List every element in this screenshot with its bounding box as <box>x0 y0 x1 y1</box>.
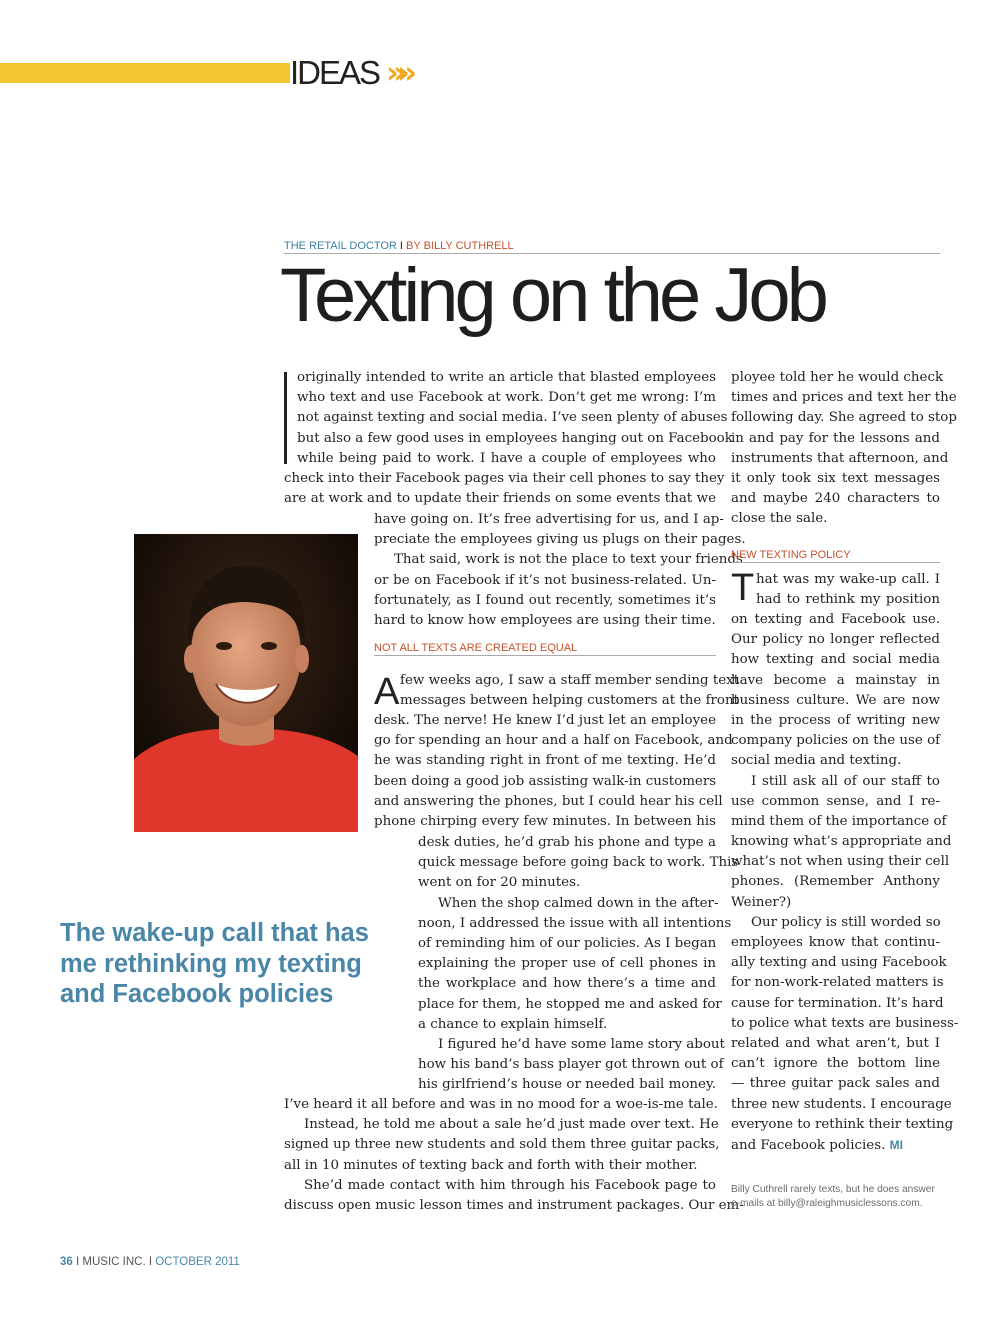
col1-para1-b <box>284 469 725 509</box>
text-line: his girlfriend’s house or needed bail money. <box>418 1077 716 1093</box>
text-line: everyone to rethink their texting <box>731 1116 954 1132</box>
col1-para3-c <box>418 833 739 1095</box>
dropcap-t: T <box>731 567 755 609</box>
author-portrait-image <box>134 534 358 832</box>
text-line: ployee told her he would check <box>731 370 944 385</box>
text-line: social media and texting. <box>731 753 902 769</box>
text-line: what’s not when using their cell <box>731 854 950 870</box>
footer-separator: I <box>145 1256 156 1268</box>
text-line: few weeks ago, I saw a staff member sending text <box>400 673 740 688</box>
text-line: That said, work is not the place to text your friends <box>394 552 743 568</box>
author-photo <box>134 534 358 832</box>
article-headline: Texting on the Job <box>280 253 825 338</box>
author-bio <box>731 1183 935 1211</box>
text-line: it only took six text messages <box>731 470 940 486</box>
kicker <box>284 240 514 252</box>
text-line <box>731 1135 940 1155</box>
text-line: go for spending an hour and a half on Facebook, and <box>374 733 733 749</box>
section-label: IDEAS <box>290 54 380 91</box>
text-line: times and prices and text her the <box>731 390 957 406</box>
text-line: knowing what’s appropriate and <box>731 834 952 850</box>
text-line: desk. The nerve! He knew I’d just let an employee <box>374 713 716 728</box>
issue-date: OCTOBER 2011 <box>155 1256 240 1268</box>
text-line: how his band’s bass player got thrown out of <box>418 1057 724 1073</box>
text-line: — three guitar pack sales and <box>731 1076 940 1092</box>
text-line: phone chirping every few minutes. In between his <box>374 813 716 829</box>
text-line: When the shop calmed down in the after- <box>438 895 719 911</box>
text-line: for non-work-related matters is <box>731 975 944 991</box>
col1-para5-end <box>284 1095 744 1216</box>
text-line: but also a few good uses in employees hanging out on Facebook <box>297 430 733 446</box>
text-line: close the sale. <box>731 511 828 527</box>
text-line: in the process of writing new <box>731 712 940 728</box>
col1-para3-a <box>400 671 740 711</box>
text-line: are at work and to update their friends on some events that we <box>284 491 716 507</box>
text-line: to police what texts are business- <box>731 1015 959 1031</box>
text-line: he was standing right in front of me texting. He’d <box>374 753 716 769</box>
text-line: explaining the proper use of cell phones in <box>418 956 716 972</box>
section-arrows-icon: »» <box>386 55 409 91</box>
text-line: on texting and Facebook use. <box>731 612 940 627</box>
text-line: all in 10 minutes of texting back and forth with their mother. <box>284 1157 698 1173</box>
text-line: Our policy is still worded so <box>751 914 941 930</box>
dropcap-i <box>284 372 287 464</box>
text-line: following day. She agreed to stop <box>731 410 957 426</box>
text-line: who text and use Facebook at work. Don’t get me wrong: I’m <box>297 390 716 406</box>
col1-para1-c <box>374 510 746 631</box>
text-line: noon, I addressed the issue with all intentions <box>418 915 732 931</box>
magazine-name: MUSIC INC. <box>82 1256 146 1268</box>
text-line: fortunately, as I found out recently, sometimes it’s <box>374 592 716 608</box>
col1-para1 <box>297 368 733 469</box>
text-line: and answering the phones, but I could hear his cell <box>374 793 723 809</box>
text-line: or be on Facebook if it’s not business-related. Un- <box>374 572 716 588</box>
section-bar <box>0 63 290 83</box>
text-line: mind them of the importance of <box>731 813 947 829</box>
col2-para2-a <box>756 570 940 610</box>
kicker-separator: I <box>396 240 407 252</box>
end-mark: MI <box>889 1137 903 1152</box>
text-line: how texting and social media <box>731 652 940 668</box>
text-line: employees know that continu- <box>731 935 940 950</box>
text-line: place for them, he stopped me and asked for <box>418 996 722 1012</box>
text-line: three new students. I encourage <box>731 1096 952 1112</box>
text-line: Weiner?) <box>731 894 792 910</box>
text-line: a chance to explain himself. <box>418 1016 608 1032</box>
text-line: the workplace and how there’s a time and <box>418 976 716 992</box>
text-line: desk duties, he’d grab his phone and type a <box>418 835 716 850</box>
text-line: hat was my wake-up call. I <box>756 572 940 587</box>
text-line: business culture. We are now <box>731 692 940 708</box>
text-line: while being paid to work. I have a couple of employees who <box>297 450 716 466</box>
text-line: have become a mainstay in <box>731 672 940 688</box>
text-line: cause for termination. It’s hard <box>731 995 944 1011</box>
text-line: ally texting and using Facebook <box>731 955 947 971</box>
text-line: I’ve heard it all before and was in no mood for a woe-is-me tale. <box>284 1097 718 1112</box>
text-line: of reminding him of our policies. As I began <box>418 935 717 951</box>
col2-para2-b <box>731 610 959 1155</box>
text-line: in and pay for the lessons and <box>731 430 940 446</box>
text-line: use common sense, and I re- <box>731 793 940 809</box>
pull-quote: The wake-up call that has me rethinking my texting and Facebook policies <box>60 919 369 1008</box>
text-line: hard to know how employees are using their time. <box>374 612 716 628</box>
text-line: have going on. It’s free advertising for us, and I ap- <box>374 512 724 527</box>
subhead-new-policy: NEW TEXTING POLICY <box>731 549 940 563</box>
text-line: preciate the employees giving us plugs on their pages. <box>374 532 746 548</box>
text-line: and maybe 240 characters to <box>731 491 940 507</box>
footer-separator: I <box>72 1256 83 1268</box>
text-line: She’d made contact with him through his Facebook page to <box>304 1177 716 1193</box>
column-name: THE RETAIL DOCTOR <box>284 240 397 252</box>
page-number: 36 <box>60 1256 73 1268</box>
text-line: Our policy no longer reflected <box>731 632 940 648</box>
text-line: can’t ignore the bottom line <box>731 1056 940 1072</box>
text-line: messages between helping customers at the front <box>400 693 740 709</box>
text-line: had to rethink my position <box>756 592 940 608</box>
text-line: related and what aren’t, but I <box>731 1035 940 1051</box>
bio-line: e-mails at billy@raleighmusiclessons.com. <box>731 1198 923 1209</box>
text-line: company policies on the use of <box>731 733 941 749</box>
byline: BY BILLY CUTHRELL <box>406 240 514 252</box>
text-line: I still ask all of our staff to <box>751 773 940 789</box>
dropcap-a: A <box>374 671 400 713</box>
text-line: I figured he’d have some lame story about <box>438 1036 725 1052</box>
col2-para1 <box>731 368 957 530</box>
text-line: went on for 20 minutes. <box>418 875 581 891</box>
text-line: phones. (Remember Anthony <box>731 874 940 890</box>
text-line: originally intended to write an article that blasted employees <box>297 370 716 385</box>
subhead-not-all-texts: NOT ALL TEXTS ARE CREATED EQUAL <box>374 642 716 656</box>
closing-text: and Facebook policies. <box>731 1137 886 1153</box>
col1-para3-b <box>374 711 733 832</box>
text-line: Instead, he told me about a sale he’d just made over text. He <box>304 1117 719 1133</box>
text-line: quick message before going back to work. This <box>418 855 739 871</box>
text-line: discuss open music lesson times and instrument packages. Our em- <box>284 1197 744 1213</box>
page-footer <box>60 1256 240 1268</box>
text-line: check into their Facebook pages via their cell phones to say they <box>284 471 725 486</box>
text-line: signed up three new students and sold them three guitar packs, <box>284 1137 720 1153</box>
bio-line: Billy Cuthrell rarely texts, but he does answer <box>731 1184 935 1195</box>
text-line: instruments that afternoon, and <box>731 450 949 466</box>
text-line: not against texting and social media. I’ve seen plenty of abuses <box>297 410 728 426</box>
text-line: been doing a good job assisting walk-in customers <box>374 773 717 789</box>
